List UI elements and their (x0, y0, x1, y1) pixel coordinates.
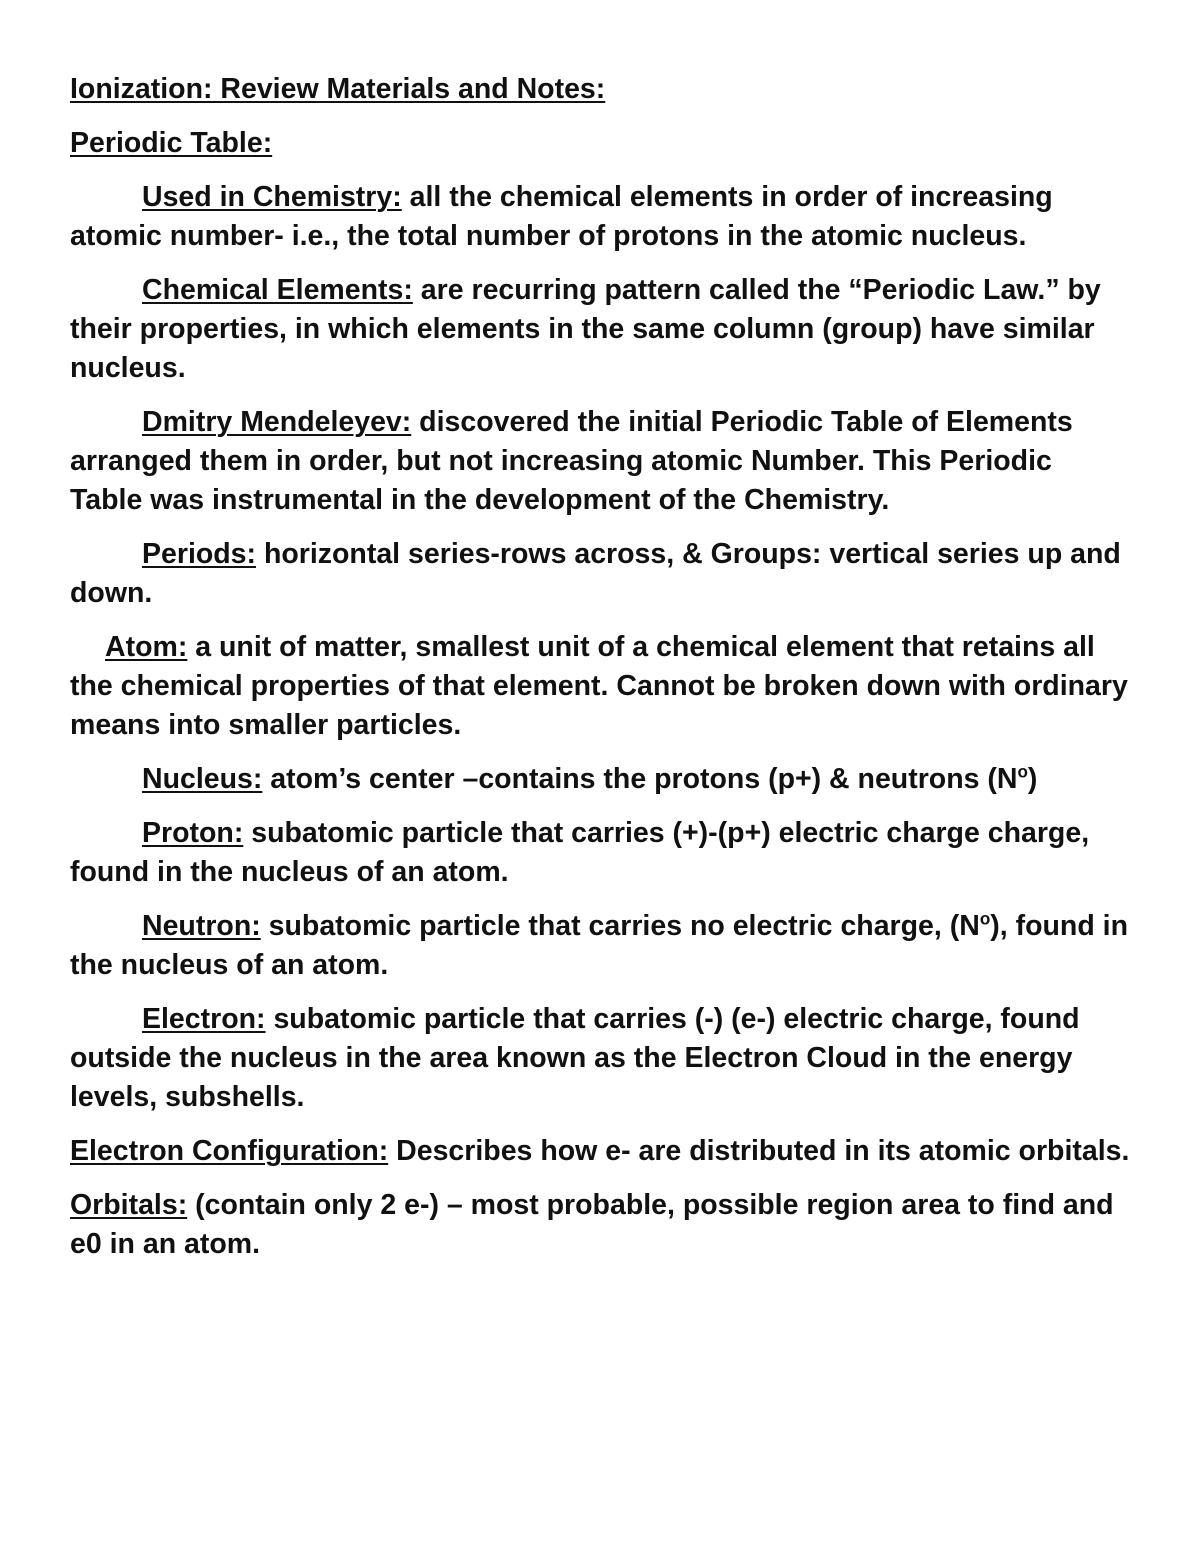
definition-nucleus: atom’s center –contains the protons (p+) & neutrons (N (262, 763, 1018, 795)
definition-chemical-elements: are recurring pattern called the “Periodic Law.” by their properties, in which elements in the same column (group) have similar nucleus. (70, 274, 1101, 384)
definition-proton: subatomic particle that carries (+)-(p+) electric charge charge, found in the nucleus of an atom. (70, 817, 1090, 888)
term-electron: Electron: (142, 1003, 266, 1035)
document-page (70, 70, 1130, 1279)
definition-periods: horizontal series-rows across, & Groups: vertical series up and down. (70, 538, 1121, 609)
neutron-end: ), found in the nucleus of an atom. (70, 910, 1128, 981)
paragraph-used-in-chemistry (70, 178, 1130, 256)
definition-atom: a unit of matter, smallest unit of a chemical element that retains all the chemical properties of that element. Cannot be broken down with ordinary means into smaller particles. (70, 631, 1128, 741)
section-heading-periodic-table (70, 124, 1130, 163)
term-neutron: Neutron: (142, 910, 261, 942)
term-orbitals: Orbitals: (70, 1189, 188, 1221)
paragraph-dmitry-mendeleyev (70, 403, 1130, 520)
term-periods: Periods: (142, 538, 257, 570)
term-atom: Atom: (105, 631, 188, 663)
neutron-superscript: o (979, 909, 991, 929)
definition-neutron: subatomic particle that carries no electric charge, (N (260, 910, 980, 942)
periodic-table-heading: Periodic Table: (70, 127, 273, 159)
term-used-in-chemistry: Used in Chemistry: (142, 181, 402, 213)
paragraph-electron (70, 1000, 1130, 1117)
definition-dmitry-mendeleyev: discovered the initial Periodic Table of Elements arranged them in order, but not increasing atomic Number. This Periodic Table was instrumental in the development of the Chemistry. (70, 406, 1073, 516)
term-proton: Proton: (142, 817, 244, 849)
definition-orbitals: (contain only 2 e-) – most probable, possible region area to find and e0 in an atom. (70, 1189, 1114, 1260)
paragraph-periods (70, 535, 1130, 613)
paragraph-atom (70, 628, 1130, 745)
document-title (70, 70, 1130, 109)
paragraph-chemical-elements (70, 271, 1130, 388)
paragraph-proton (70, 814, 1130, 892)
paragraph-orbitals (70, 1186, 1130, 1264)
term-electron-configuration: Electron Configuration: (70, 1135, 389, 1167)
term-nucleus: Nucleus: (142, 763, 263, 795)
definition-electron: subatomic particle that carries (-) (e-) electric charge, found outside the nucleus in the area known as the Electron Cloud in the energy levels, subshells. (70, 1003, 1080, 1113)
paragraph-electron-configuration (70, 1132, 1130, 1171)
nucleus-end: ) (1027, 763, 1038, 795)
definition-electron-configuration: Describes how e- are distributed in its atomic orbitals. (388, 1135, 1130, 1167)
nucleus-superscript: o (1017, 762, 1028, 782)
definition-used-in-chemistry: all the chemical elements in order of increasing atomic number- i.e., the total number of protons in the atomic nucleus. (70, 181, 1053, 252)
term-dmitry-mendeleyev: Dmitry Mendeleyev: (142, 406, 412, 438)
title-text: Ionization: Review Materials and Notes: (70, 73, 606, 105)
term-chemical-elements: Chemical Elements: (142, 274, 413, 306)
paragraph-nucleus (70, 760, 1130, 799)
paragraph-neutron (70, 907, 1130, 985)
